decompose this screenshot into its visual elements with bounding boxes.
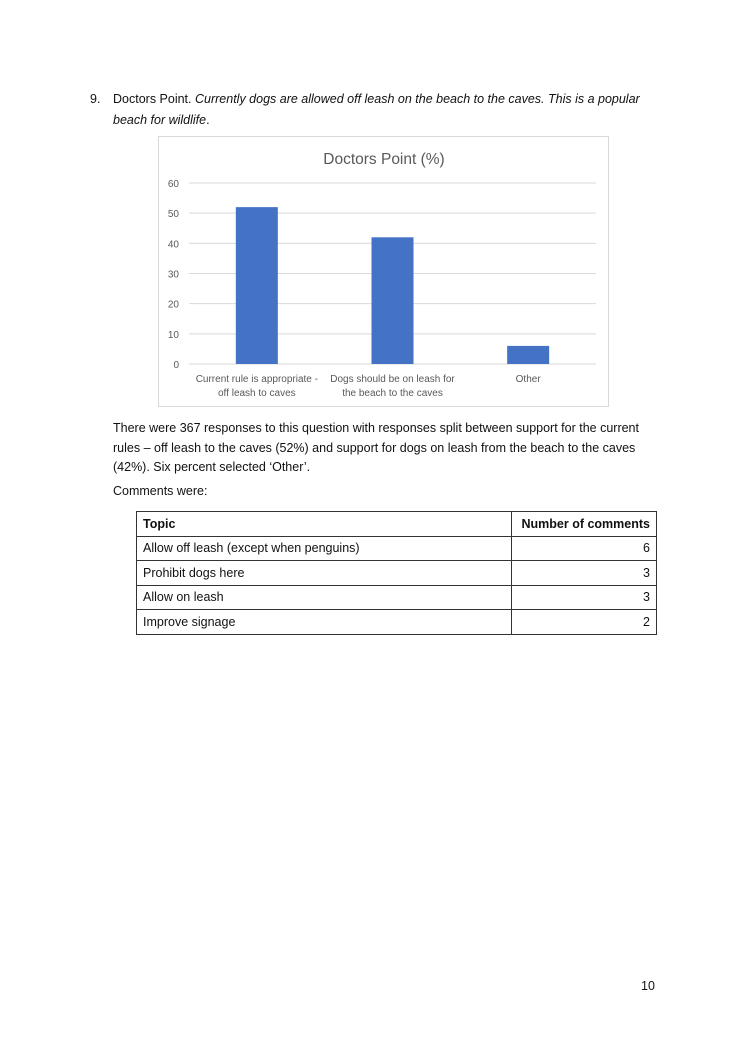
row-count: 3 <box>512 585 657 610</box>
row-count: 2 <box>512 610 657 635</box>
table-row <box>137 610 657 635</box>
section-text <box>113 89 660 131</box>
table-row <box>137 561 657 586</box>
section-number: 9. <box>90 92 101 106</box>
y-tick-label: 50 <box>167 209 179 221</box>
y-tick-label: 30 <box>167 269 179 281</box>
y-tick-label: 60 <box>167 179 179 190</box>
row-count: 6 <box>512 536 657 561</box>
y-tick-label: 10 <box>167 329 179 341</box>
table-header-row <box>137 512 657 537</box>
chart-y-axis-ticks <box>168 179 180 371</box>
comments-table <box>136 511 657 635</box>
table-row <box>137 585 657 610</box>
x-category-label: Other <box>515 374 541 385</box>
section-intro: Currently dogs are allowed off leash on the beach to the caves. This is a popular beach for wildlife <box>113 92 640 127</box>
row-topic: Allow off leash (except when penguins) <box>137 536 512 561</box>
x-category-label: the beach to the caves <box>342 388 443 399</box>
y-tick-label: 0 <box>173 360 179 371</box>
page-number: 10 <box>641 979 655 993</box>
chart-svg <box>159 137 610 408</box>
chart-bars <box>236 207 549 364</box>
row-topic: Allow on leash <box>137 585 512 610</box>
row-count: 3 <box>512 561 657 586</box>
row-topic: Prohibit dogs here <box>137 561 512 586</box>
x-category-label: Current rule is appropriate - <box>195 374 318 385</box>
x-category-label: off leash to caves <box>218 388 296 399</box>
section-heading <box>90 89 660 131</box>
bar <box>236 207 278 364</box>
bar <box>372 237 414 364</box>
x-category-label: Dogs should be on leash for <box>330 374 455 385</box>
chart-title: Doctors Point (%) <box>323 151 445 168</box>
header-topic: Topic <box>137 512 512 537</box>
comments-label: Comments were: <box>113 484 208 498</box>
bar <box>507 346 549 364</box>
chart-x-axis-labels <box>196 374 542 399</box>
header-number-of-comments: Number of comments <box>512 512 657 537</box>
section-place: Doctors Point. <box>113 92 192 106</box>
section-intro-end: . <box>206 113 210 127</box>
y-tick-label: 40 <box>167 239 179 251</box>
y-tick-label: 20 <box>167 299 179 311</box>
doctors-point-chart <box>158 136 609 407</box>
row-topic: Improve signage <box>137 610 512 635</box>
table-row <box>137 536 657 561</box>
summary-paragraph: There were 367 responses to this question with responses split between support for the current rules – off leash to the caves (52%) and support for dogs on leash from the beach to the caves (42%). Six percent selected ‘Other’. <box>113 421 639 474</box>
